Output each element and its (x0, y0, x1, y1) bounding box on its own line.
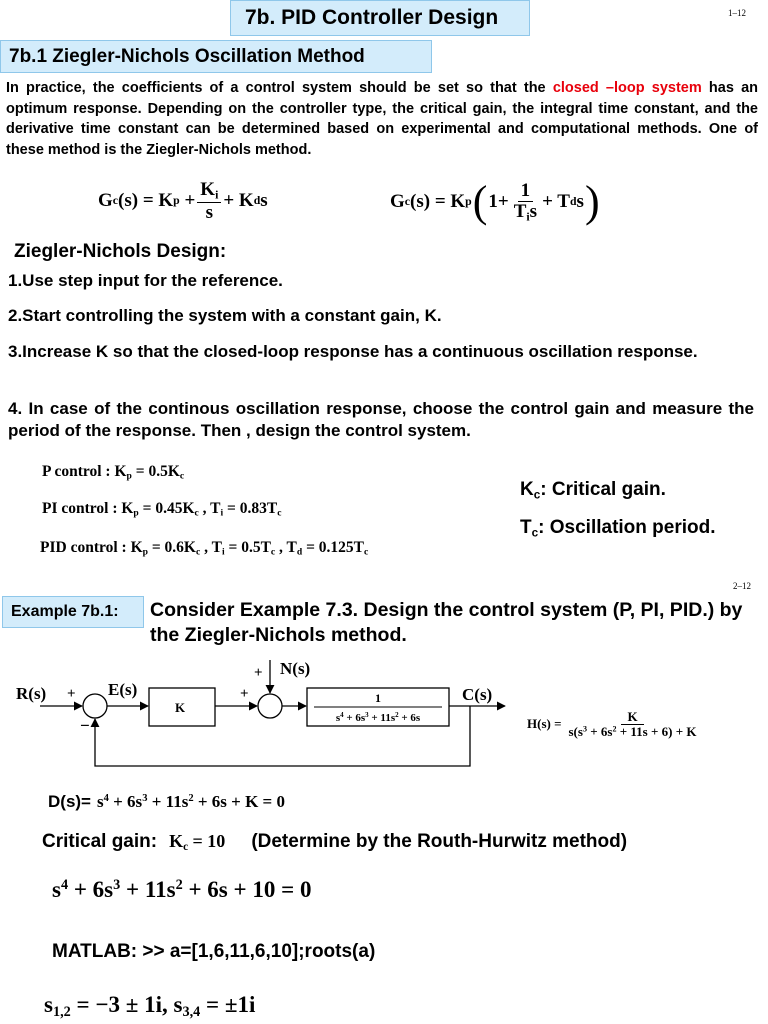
kc-definition-text: : Critical gain. (540, 479, 666, 500)
label-e: E(s) (108, 680, 138, 699)
summing-junction-1 (83, 694, 107, 718)
critical-gain-label: Critical gain: (42, 831, 158, 852)
plant-denominator: $s^4 + 6s^3 + 11s^2 + 6s$ (335, 711, 421, 724)
example-label: Example 7b.1: (11, 603, 119, 620)
closed-loop-transfer-function: H(s) = $\frac{K}{s(s^3 + 6s^2 + 11s + 6) + K}$ (527, 709, 697, 739)
kc-definition: $K_c$: Critical gain. (520, 479, 666, 502)
slide-title-box (230, 0, 530, 36)
label-minus-1: − (80, 716, 90, 735)
section-title-box (0, 40, 432, 73)
summing-junction-2 (258, 694, 282, 718)
characteristic-equation: D(s)= $s^4 + 6s^3 + 11s^2 + 6s + K = 0$ (48, 792, 285, 811)
pid-formula-standard: G c (s) = K p ( 1+ $\frac{1}{T_is}$ + T d s ) (390, 177, 600, 226)
example-text: Consider Example 7.3. Design the control system (P, PI, PID.) by the Ziegler-Nichols method. (150, 599, 743, 646)
matlab-command: MATLAB: >> a=[1,6,11,6,10];roots(a) (52, 941, 376, 962)
plant-numerator: 1 (375, 691, 381, 705)
label-r: R(s) (16, 684, 47, 703)
label-n: N(s) (280, 659, 311, 678)
numeric-characteristic-equation: $s^4 + 6s^3 + 11s^2 + 6s + 10 = 0$ (52, 877, 312, 902)
step-4: 4. In case of the continous oscillation response, choose the control gain and measure the period of the response. Then , design the control system. (8, 399, 754, 440)
intro-text-after: has an optimum response. Depending on the controller type, the critical gain, the integral time constant, and the derivative time constant can be determined based on experimental and computational methods. One of these method is the Ziegler-Nichols method. (6, 80, 759, 158)
label-c: C(s) (462, 685, 493, 704)
section-title: 7b.1 Ziegler-Nichols Oscillation Method (9, 45, 365, 67)
critical-gain-line (42, 831, 627, 853)
pi-control-rule: PI control : $K_p = 0.45K_c$ , $T_i = 0.83T_c$ (42, 500, 282, 519)
pid-control-label: PID control : (40, 539, 127, 556)
page-number-2: 2–12 (733, 581, 751, 591)
p-control-rule: P control : $K_p = 0.5K_c$ (42, 463, 185, 482)
step-3: 3.Increase K so that the closed-loop response has a continuous oscillation response. (8, 342, 698, 361)
slide-title: 7b. PID Controller Design (245, 6, 499, 29)
pid-formula-parallel: G c (s) = K p + $\frac{K_i}{s}$ + K d s (98, 179, 268, 223)
intro-paragraph (6, 78, 758, 160)
page-number: 1–12 (728, 8, 746, 18)
label-k: K (175, 700, 186, 715)
label-plus-1: + (67, 686, 76, 702)
pi-control-label: PI control : (42, 500, 118, 517)
p-control-label: P control : (42, 463, 111, 480)
ds-label: D(s)= (48, 792, 91, 811)
step-1: 1.Use step input for the reference. (8, 271, 283, 290)
intro-text-before: In practice, the coefficients of a control system should be set so that the (6, 80, 553, 96)
step-2: 2.Start controlling the system with a constant gain, K. (8, 306, 442, 325)
intro-highlight: closed –loop system (552, 80, 702, 96)
example-label-box (2, 596, 144, 628)
critical-gain-value: $K_c = 10$ (169, 831, 226, 854)
tc-definition: $T_c$: Oscillation period. (520, 517, 716, 540)
tc-definition-text: : Oscillation period. (538, 517, 716, 538)
roots-result: $s_{1,2} = -3 \pm 1i$, $s_{3,4} = \pm 1i$ (44, 992, 256, 1020)
design-heading: Ziegler-Nichols Design: (14, 241, 227, 262)
routh-note: (Determine by the Routh-Hurwitz method) (251, 831, 628, 852)
pid-control-rule: PID control : $K_p = 0.6K_c$ , $T_i = 0.5T_c$ , $T_d = 0.125T_c$ (40, 539, 369, 558)
label-plus-3: + (254, 665, 263, 681)
label-plus-2: + (240, 686, 249, 702)
